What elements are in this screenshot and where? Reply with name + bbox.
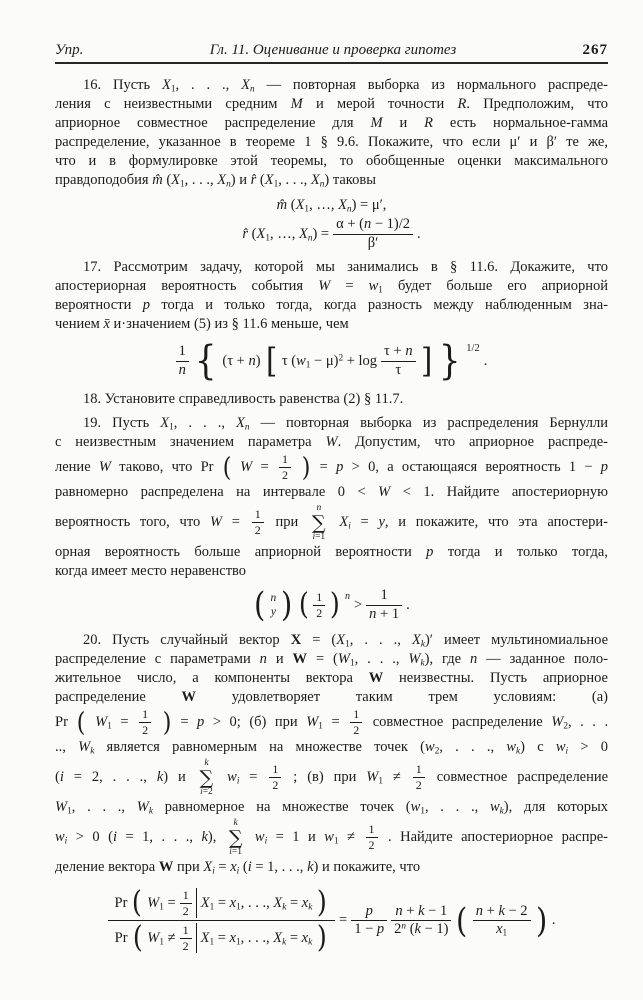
- page-number: 267: [582, 42, 608, 58]
- frac-numerator: n + k − 1: [391, 904, 451, 922]
- equation-text: m̂ ($X_1$, …, $X_n) = \mu'$,: [276, 197, 387, 215]
- frac-denominator: 2: [182, 903, 189, 918]
- frac-denominator: 2: [353, 723, 360, 738]
- binom-bottom: y: [270, 606, 276, 619]
- text-line-math: [55, 452, 608, 483]
- fraction-half: [139, 708, 151, 737]
- fraction: [381, 344, 416, 378]
- text-line: чением x̄ и·значением (5) из § 11.6 меньше, чем: [55, 316, 349, 333]
- fraction: [176, 344, 189, 378]
- text-line: 18. Установите справедливость равенства (2) § 11.7.: [83, 391, 404, 408]
- text-run: (i = 2, . . ., k) и: [55, 769, 186, 786]
- right-paren: ): [302, 452, 311, 483]
- running-head-title: Гл. 11. Оценивание и проверка гипотез: [209, 42, 457, 58]
- problem-19: [55, 414, 608, 581]
- page-content: [55, 76, 608, 955]
- problem-16: [55, 76, 608, 190]
- equals-sign: =: [339, 912, 348, 929]
- problem-17: [55, 258, 608, 334]
- frac-numerator: α + (n − 1)/2: [333, 217, 413, 235]
- frac-denominator: 2: [272, 778, 279, 793]
- text-line: $W_1$, . . ., $W_k$ равномерное на множестве точек ($w_1$, . . ., $w_k$), для которых: [55, 799, 608, 817]
- frac-numerator: 1: [413, 763, 425, 778]
- header-rule: [55, 62, 608, 64]
- period: .: [417, 225, 421, 242]
- text-line-math: [55, 817, 608, 858]
- text-line: жительное число, а компоненты вектора W неизвестны. Пусть априорное: [55, 670, 608, 687]
- text-run: . Найдите апостериорное распре-: [388, 829, 609, 846]
- sum-upper-limit: k: [204, 758, 209, 769]
- left-bracket: [: [265, 341, 277, 382]
- text-run: $X_1 = x_1$, . . ., $X_k = x_k$: [200, 929, 313, 948]
- problem-18: [55, 390, 608, 409]
- binomial-coefficient: [271, 591, 277, 620]
- right-paren: ): [535, 900, 547, 941]
- pr-label: Pr: [114, 929, 128, 946]
- text-line: распределение, указанное в теореме 1 § 9.6. Покажите, что если μ′ и β′ те же,: [55, 134, 608, 150]
- frac-numerator: 1: [176, 344, 189, 362]
- fraction-half: [279, 453, 291, 482]
- sum-lower-limit: i=2: [200, 786, 213, 797]
- formula-16b: [55, 217, 608, 251]
- text-run: Pr: [55, 714, 68, 731]
- text-line-math: [55, 707, 608, 738]
- frac-denominator: 1 − p: [354, 921, 385, 938]
- text-run: ление W таково, что Pr: [55, 459, 214, 476]
- text-line: априорное совместное распределение для M и R есть нормальное-гамма: [55, 115, 609, 131]
- text-run: $X_i = y$, и покажите, что эта апостери-: [339, 514, 608, 532]
- right-bracket: ]: [420, 341, 432, 382]
- ratio-numerator: [108, 886, 336, 921]
- frac-denominator: 2: [254, 523, 261, 538]
- text-run: $w_i > 0$ (i = 1, . . ., k),: [55, 829, 217, 847]
- ratio-denominator: [108, 921, 335, 955]
- text-line: распределение с параметрами n и $W = (W_1$, . . ., $W_k$), где n — заданное поло-: [55, 651, 608, 669]
- frac-numerator: 1: [279, 453, 291, 468]
- conditional-bar: [196, 888, 197, 918]
- sum-lower-limit: i=1: [312, 531, 326, 542]
- problem-20: [55, 631, 608, 877]
- left-paren: (: [77, 707, 86, 738]
- frac-numerator: 1: [139, 708, 151, 723]
- right-paren: ): [281, 585, 293, 626]
- frac-denominator: 2: [182, 938, 189, 953]
- sigma-symbol: ∑: [312, 511, 326, 534]
- text-run: при: [275, 514, 299, 530]
- pr-label: Pr: [114, 894, 128, 911]
- exponent: 1/2: [466, 342, 480, 354]
- text-line: вероятности p тогда и только тогда, когда разность между наблюденным зна-: [55, 297, 608, 314]
- conditional-bar: [196, 923, 197, 953]
- frac-denominator: 2: [368, 838, 375, 853]
- formula-16a: [55, 197, 608, 214]
- text-run: = p > 0; (б) при $W_1$ =: [180, 714, 340, 732]
- text-run: $w_i = 1$ и $w_1$ ≠: [254, 829, 356, 847]
- exponent: n: [344, 590, 350, 602]
- text-run: $W_1$ ≠: [147, 929, 176, 948]
- period: .: [483, 352, 488, 369]
- text-line: равномерно распределена на интервале 0 < W < 1. Найдите апостериорную: [55, 484, 608, 501]
- left-paren: (: [254, 585, 266, 626]
- formula-19: [55, 585, 608, 626]
- right-paren: ): [317, 885, 328, 921]
- formula-17: [55, 338, 608, 385]
- frac-numerator: 1: [350, 708, 362, 723]
- fraction: [333, 217, 413, 251]
- greater-than: >: [353, 596, 363, 613]
- frac-numerator: n + k − 2: [473, 904, 531, 922]
- frac-denominator: 2: [316, 605, 323, 620]
- frac-numerator: 1: [180, 924, 192, 939]
- right-paren: ): [162, 707, 172, 738]
- equation-lhs: r̂ ($X_1$, …, $X_n$) =: [242, 225, 330, 243]
- left-paren: (: [132, 885, 143, 921]
- sigma-symbol: ∑: [228, 826, 243, 849]
- binom-top: n: [270, 591, 277, 604]
- text-line: деление вектора W при $X_i = x_i$ (i = 1, . . ., k) и покажите, что: [55, 859, 421, 877]
- left-brace: {: [194, 338, 217, 385]
- text-line: орная вероятность больше априорной вероятности p тогда и только тогда,: [55, 544, 608, 561]
- frac-denominator: $x_1$: [496, 921, 508, 939]
- frac-denominator: 2: [142, 723, 149, 738]
- left-paren: (: [222, 452, 232, 483]
- frac-denominator: 2: [415, 778, 422, 793]
- summation: [312, 503, 326, 542]
- frac-numerator: 1: [252, 508, 264, 523]
- text-line: когда имеет место неравенство: [55, 563, 247, 580]
- text-line: с неизвестным значением параметра W. Допустим, что априорное распреде-: [55, 434, 608, 451]
- fraction-half: [366, 823, 378, 852]
- sum-upper-limit: k: [233, 818, 238, 829]
- running-head-section: Упр.: [55, 42, 84, 58]
- text-line: правдоподобия m̂ ($X_1$, . . ., $X_n$) и r̂ ($X_1$, . . ., $X_n$) таковы: [55, 172, 376, 190]
- text-run: вероятность того, что W =: [55, 514, 240, 530]
- text-run: W =: [240, 459, 269, 476]
- text-line: что и в формулировке этой теоремы, то обобщенные оценки максимального: [55, 153, 608, 169]
- frac-numerator: 1: [313, 591, 325, 606]
- sum-lower-limit: i=1: [229, 846, 242, 857]
- formula-20: [55, 886, 608, 955]
- text-line: распределение W удовлетворяет таким трем условиям: (а): [55, 689, 608, 706]
- text-run: (в) при $W_1$ ≠: [307, 769, 401, 787]
- equation-text: (τ + n): [222, 352, 261, 369]
- left-paren: (: [132, 920, 143, 956]
- right-paren: ): [330, 587, 341, 623]
- frac-numerator: 1: [366, 823, 378, 838]
- text-line-math: [55, 757, 608, 798]
- text-run: $X_1 = x_1$, . . ., $X_k = x_k$: [200, 894, 313, 913]
- text-run: $W_1$ =: [147, 894, 176, 913]
- left-paren: (: [456, 900, 468, 941]
- fraction-half: [413, 763, 425, 792]
- text-line: 16. Пусть $X_1$, . . ., $X_n$ — повторная выборка из нормального распреде-: [83, 77, 608, 95]
- frac-denominator: n: [178, 361, 186, 378]
- fraction-half: [180, 889, 192, 918]
- fraction-half: [180, 924, 192, 953]
- fraction: [351, 904, 387, 938]
- period: .: [406, 596, 410, 613]
- text-line-math: [55, 502, 608, 543]
- text-run: $w_i$ =: [227, 769, 258, 787]
- text-line: 17. Рассмотрим задачу, которой мы занимались в § 11.6. Докажите, что: [83, 259, 608, 276]
- fraction: [473, 904, 531, 938]
- left-paren: (: [298, 587, 309, 623]
- fraction: [391, 904, 451, 938]
- text-line: апостериорная вероятность события $W = w_1$ будет больше его априорной: [55, 278, 608, 296]
- frac-denominator: 2$^n$ (k − 1): [394, 921, 449, 938]
- fraction-half: [313, 591, 325, 620]
- summation: [200, 758, 214, 797]
- fraction: [366, 588, 402, 622]
- frac-denominator: τ: [395, 361, 402, 378]
- text-run: совместное распределение: [436, 769, 609, 786]
- sum-upper-limit: n: [316, 503, 322, 514]
- punctuation: ;: [293, 769, 298, 786]
- frac-numerator: 1: [269, 763, 281, 778]
- frac-numerator: 1: [366, 588, 402, 606]
- text-line: 20. Пусть случайный вектор $X = (X_1$, . . ., $X_k)'$ имеет мультиномиальное: [83, 632, 609, 650]
- text-run: $W_1$ =: [95, 714, 129, 732]
- frac-numerator: 1: [180, 889, 192, 904]
- summation: [229, 818, 243, 857]
- fraction-half: [252, 508, 264, 537]
- right-paren: ): [317, 920, 328, 956]
- frac-denominator: 2: [281, 468, 288, 483]
- text-line: ления с неизвестными средним M и мерой точности R. Предположим, что: [55, 96, 608, 112]
- fraction-half: [350, 708, 362, 737]
- period: .: [551, 912, 556, 929]
- text-line: 19. Пусть $X_1$, . . ., $X_n$ — повторная выборка из распределения Бернулли: [83, 415, 609, 433]
- running-head: [55, 42, 608, 59]
- text-line: .., $W_k$ является равномерным на множестве точек ($w_2$, . . ., $w_k$) с $w_i > 0$: [55, 739, 609, 757]
- equation-text: τ $(w_1 - \mu)^2 + \log$: [281, 352, 378, 371]
- frac-denominator: β′: [367, 234, 379, 251]
- frac-numerator: τ + n: [381, 344, 416, 362]
- fraction-half: [269, 763, 281, 792]
- text-run: совместное распределение $W_2$, . . .: [372, 714, 609, 732]
- frac-denominator: n + 1: [369, 605, 400, 622]
- text-run: = p > 0, а остающаяся вероятность 1 − p: [319, 459, 609, 476]
- right-brace: }: [438, 338, 461, 385]
- ratio-fraction: [108, 886, 336, 955]
- sigma-symbol: ∑: [199, 766, 214, 789]
- frac-numerator: p: [351, 904, 387, 922]
